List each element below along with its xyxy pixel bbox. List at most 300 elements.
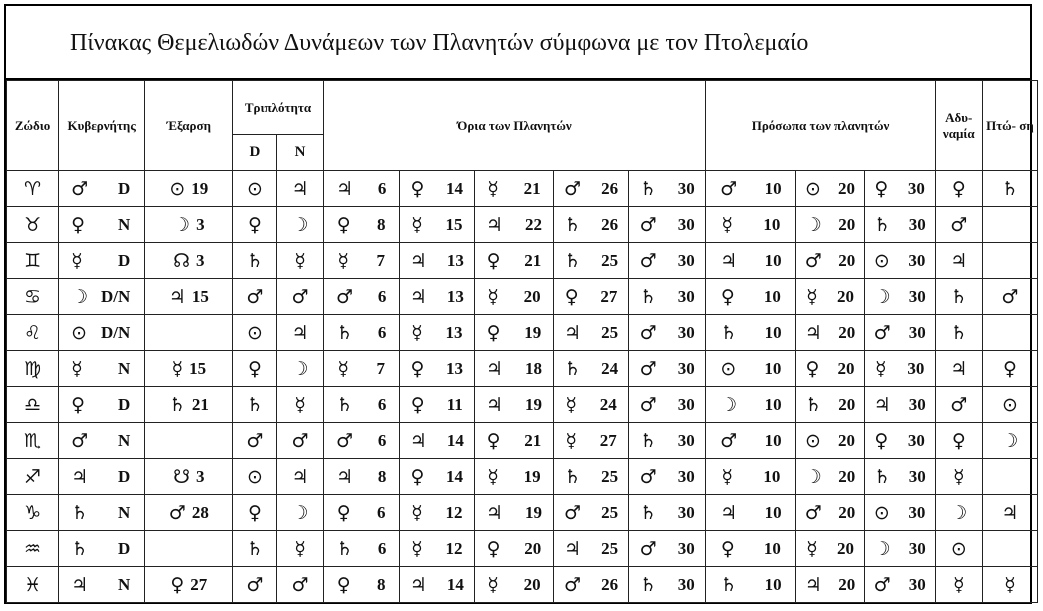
title-bar bbox=[6, 6, 1030, 80]
ruler-planet-icon: ♃ bbox=[71, 573, 89, 596]
fall-planet-icon: ☿ bbox=[1004, 573, 1016, 596]
term-degree: 14 bbox=[446, 466, 464, 486]
term-degree: 19 bbox=[524, 322, 542, 342]
ruler-planet-icon: ☿ bbox=[71, 249, 83, 272]
face-planet-icon: ☽ bbox=[804, 213, 822, 236]
exaltation-planet-icon: ♄ bbox=[168, 393, 186, 416]
header-detriment: Αδυ- ναμία bbox=[935, 81, 982, 171]
term-planet-icon: ♀ bbox=[486, 537, 501, 560]
face-cell bbox=[796, 171, 864, 207]
face-cell bbox=[706, 459, 796, 495]
face-degree: 10 bbox=[764, 358, 782, 378]
triplicity-day-icon: ♀ bbox=[247, 357, 262, 380]
triplicity-night-icon: ♂ bbox=[291, 429, 309, 452]
term-planet-icon: ♂ bbox=[639, 357, 657, 380]
term-degree: 25 bbox=[601, 538, 619, 558]
face-planet-icon: ♄ bbox=[873, 465, 891, 488]
face-degree: 10 bbox=[764, 574, 782, 594]
detriment-cell bbox=[935, 207, 982, 243]
face-degree: 10 bbox=[764, 178, 782, 198]
term-planet-icon: ♃ bbox=[485, 213, 503, 236]
triplicity-night-cell bbox=[277, 279, 323, 315]
face-degree: 20 bbox=[838, 214, 856, 234]
term-degree: 30 bbox=[677, 430, 695, 450]
face-cell bbox=[796, 207, 864, 243]
table-frame bbox=[4, 4, 1032, 604]
face-cell bbox=[864, 567, 935, 603]
detriment-cell bbox=[935, 387, 982, 423]
triplicity-night-icon: ♃ bbox=[291, 321, 309, 344]
term-degree: 30 bbox=[677, 250, 695, 270]
triplicity-night-cell bbox=[277, 243, 323, 279]
header-triplicity: Τριπλότητα bbox=[233, 81, 323, 135]
face-planet-icon: ☽ bbox=[873, 537, 891, 560]
detriment-planet-icon: ♄ bbox=[950, 285, 968, 308]
term-degree: 30 bbox=[677, 466, 695, 486]
face-degree: 30 bbox=[908, 214, 926, 234]
face-cell bbox=[706, 531, 796, 567]
ruler-cell bbox=[59, 243, 145, 279]
table-row bbox=[7, 351, 1038, 387]
table-row bbox=[7, 495, 1038, 531]
term-degree: 13 bbox=[445, 322, 463, 342]
ruler-cell bbox=[59, 351, 145, 387]
ruler-sect: N bbox=[117, 502, 131, 522]
ruler-sect: N bbox=[117, 574, 131, 594]
triplicity-night-icon: ♃ bbox=[291, 177, 309, 200]
fall-cell bbox=[982, 567, 1037, 603]
face-planet-icon: ⊙ bbox=[873, 249, 890, 272]
face-degree: 30 bbox=[908, 322, 926, 342]
face-degree: 10 bbox=[764, 430, 782, 450]
ruler-cell bbox=[59, 531, 145, 567]
term-degree: 6 bbox=[377, 178, 387, 198]
detriment-cell bbox=[935, 243, 982, 279]
face-degree: 20 bbox=[838, 430, 856, 450]
detriment-cell bbox=[935, 423, 982, 459]
sign-symbol-icon: ♉ bbox=[24, 213, 42, 236]
term-cell bbox=[399, 351, 474, 387]
term-degree: 6 bbox=[377, 538, 387, 558]
face-cell bbox=[864, 531, 935, 567]
term-degree: 8 bbox=[377, 214, 386, 234]
triplicity-night-icon: ♃ bbox=[291, 465, 309, 488]
term-planet-icon: ☿ bbox=[411, 501, 423, 524]
sign-symbol-icon: ♎ bbox=[24, 393, 42, 416]
face-planet-icon: ♀ bbox=[720, 537, 735, 560]
triplicity-night-icon: ☿ bbox=[294, 249, 306, 272]
term-degree: 26 bbox=[601, 178, 619, 198]
ruler-planet-icon: ♀ bbox=[71, 393, 86, 416]
face-planet-icon: ☽ bbox=[720, 393, 738, 416]
term-degree: 14 bbox=[446, 178, 464, 198]
header-triplicity-day: D bbox=[233, 135, 277, 171]
sign-symbol-icon: ♋ bbox=[24, 285, 42, 308]
term-cell bbox=[399, 315, 474, 351]
table-row bbox=[7, 207, 1038, 243]
face-degree: 20 bbox=[838, 394, 856, 414]
detriment-planet-icon: ♃ bbox=[950, 249, 968, 272]
term-cell bbox=[323, 495, 399, 531]
term-cell bbox=[474, 207, 553, 243]
term-planet-icon: ♃ bbox=[335, 465, 354, 488]
detriment-cell bbox=[935, 279, 982, 315]
triplicity-day-icon: ⊙ bbox=[246, 321, 263, 344]
header-faces: Πρόσωπα των πλανητών bbox=[706, 81, 935, 171]
sign-cell bbox=[7, 423, 59, 459]
face-cell bbox=[796, 351, 864, 387]
term-planet-icon: ♃ bbox=[409, 249, 427, 272]
exaltation-planet-icon: ☽ bbox=[173, 213, 191, 236]
exaltation-planet-icon: ⊙ bbox=[169, 177, 186, 200]
exaltation-cell bbox=[145, 531, 233, 567]
detriment-cell bbox=[935, 171, 982, 207]
face-planet-icon: ♃ bbox=[720, 501, 738, 524]
triplicity-day-cell bbox=[233, 315, 277, 351]
term-planet-icon: ♂ bbox=[639, 393, 657, 416]
sign-symbol-icon: ♏ bbox=[24, 429, 42, 452]
face-cell bbox=[796, 531, 864, 567]
ruler-sect: D bbox=[117, 538, 131, 558]
term-planet-icon: ☿ bbox=[337, 357, 349, 380]
face-cell bbox=[796, 243, 864, 279]
term-planet-icon: ♃ bbox=[485, 357, 503, 380]
term-degree: 18 bbox=[524, 358, 542, 378]
face-cell bbox=[864, 207, 935, 243]
term-degree: 14 bbox=[446, 430, 464, 450]
sign-symbol-icon: ♊ bbox=[24, 249, 42, 272]
face-planet-icon: ♂ bbox=[720, 429, 738, 452]
term-cell bbox=[629, 459, 706, 495]
face-degree: 10 bbox=[764, 502, 782, 522]
face-degree: 20 bbox=[838, 574, 856, 594]
term-planet-icon: ♀ bbox=[336, 213, 351, 236]
face-cell bbox=[796, 315, 864, 351]
term-cell bbox=[323, 243, 399, 279]
sign-symbol-icon: ♒ bbox=[24, 537, 42, 560]
header-fall: Πτώ- ση bbox=[982, 81, 1037, 171]
ruler-sect: N bbox=[117, 430, 131, 450]
ruler-planet-icon: ☿ bbox=[71, 357, 83, 380]
term-cell bbox=[554, 171, 629, 207]
detriment-planet-icon: ☿ bbox=[952, 573, 965, 596]
term-degree: 19 bbox=[524, 394, 542, 414]
fall-cell bbox=[982, 531, 1037, 567]
table-row bbox=[7, 279, 1038, 315]
face-cell bbox=[706, 315, 796, 351]
term-degree: 13 bbox=[446, 358, 464, 378]
exaltation-cell bbox=[145, 315, 233, 351]
sign-cell bbox=[7, 351, 59, 387]
detriment-planet-icon: ☿ bbox=[952, 465, 965, 488]
face-degree: 30 bbox=[907, 430, 925, 450]
fall-planet-icon: ♂ bbox=[1001, 285, 1019, 308]
term-planet-icon: ☿ bbox=[487, 177, 499, 200]
face-cell bbox=[864, 351, 935, 387]
triplicity-day-cell bbox=[233, 423, 277, 459]
sign-symbol-icon: ♐ bbox=[24, 465, 42, 488]
header-sign: Ζώδιο bbox=[7, 81, 59, 171]
ruler-planet-icon: ☽ bbox=[71, 285, 89, 308]
fall-planet-icon: ♃ bbox=[1001, 501, 1019, 524]
header-exaltation: Έξαρση bbox=[145, 81, 233, 171]
face-planet-icon: ♃ bbox=[720, 249, 738, 272]
term-planet-icon: ☿ bbox=[565, 393, 578, 416]
term-cell bbox=[554, 459, 629, 495]
exaltation-cell bbox=[145, 243, 233, 279]
exaltation-planet-icon: ☋ bbox=[173, 465, 191, 488]
exaltation-cell bbox=[145, 171, 233, 207]
term-planet-icon: ♃ bbox=[409, 573, 427, 596]
term-degree: 30 bbox=[677, 358, 695, 378]
face-cell bbox=[706, 387, 796, 423]
triplicity-night-icon: ♂ bbox=[291, 573, 309, 596]
triplicity-night-cell bbox=[277, 315, 323, 351]
table-row bbox=[7, 171, 1038, 207]
term-cell bbox=[323, 423, 399, 459]
triplicity-day-icon: ⊙ bbox=[246, 465, 263, 488]
term-degree: 30 bbox=[677, 214, 695, 234]
term-cell bbox=[474, 495, 553, 531]
fall-planet-icon: ♄ bbox=[1001, 177, 1019, 200]
term-degree: 24 bbox=[599, 394, 617, 414]
face-cell bbox=[864, 495, 935, 531]
face-cell bbox=[864, 279, 935, 315]
face-planet-icon: ♂ bbox=[804, 501, 822, 524]
sign-cell bbox=[7, 495, 59, 531]
sign-cell bbox=[7, 567, 59, 603]
table-row bbox=[7, 459, 1038, 495]
exaltation-cell bbox=[145, 351, 233, 387]
face-cell bbox=[864, 171, 935, 207]
face-cell bbox=[796, 459, 864, 495]
term-cell bbox=[399, 207, 474, 243]
term-degree: 6 bbox=[377, 502, 386, 522]
ruler-sect: D bbox=[117, 250, 131, 270]
term-planet-icon: ♀ bbox=[486, 249, 501, 272]
detriment-cell bbox=[935, 351, 982, 387]
ruler-cell bbox=[59, 387, 145, 423]
header-ruler: Κυβερνήτης bbox=[59, 81, 145, 171]
face-degree: 30 bbox=[908, 502, 926, 522]
face-degree: 30 bbox=[908, 394, 926, 414]
face-planet-icon: ☿ bbox=[806, 537, 818, 560]
face-planet-icon: ♃ bbox=[873, 393, 891, 416]
triplicity-night-icon: ☽ bbox=[291, 357, 309, 380]
term-cell bbox=[554, 351, 629, 387]
ruler-cell bbox=[59, 315, 145, 351]
ruler-sect: D bbox=[117, 178, 131, 198]
face-degree: 20 bbox=[838, 466, 856, 486]
term-planet-icon: ♂ bbox=[564, 573, 582, 596]
fall-planet-icon: ⊙ bbox=[1001, 393, 1018, 416]
term-planet-icon: ♃ bbox=[335, 177, 354, 200]
exaltation-cell bbox=[145, 387, 233, 423]
sign-symbol-icon: ♌ bbox=[24, 321, 42, 344]
face-cell bbox=[706, 351, 796, 387]
fall-cell bbox=[982, 315, 1037, 351]
sign-cell bbox=[7, 459, 59, 495]
face-planet-icon: ⊙ bbox=[873, 501, 890, 524]
term-degree: 6 bbox=[377, 394, 387, 414]
term-cell bbox=[399, 531, 474, 567]
term-degree: 7 bbox=[376, 358, 385, 378]
exaltation-degree: 27 bbox=[190, 574, 208, 594]
term-cell bbox=[399, 387, 474, 423]
term-planet-icon: ♂ bbox=[639, 249, 657, 272]
term-cell bbox=[629, 495, 706, 531]
face-cell bbox=[796, 567, 864, 603]
face-planet-icon: ♂ bbox=[873, 573, 891, 596]
face-cell bbox=[864, 459, 935, 495]
triplicity-day-icon: ♄ bbox=[246, 393, 264, 416]
term-planet-icon: ♀ bbox=[486, 429, 501, 452]
term-degree: 30 bbox=[677, 178, 695, 198]
term-planet-icon: ☿ bbox=[411, 213, 423, 236]
term-planet-icon: ♃ bbox=[485, 393, 503, 416]
face-planet-icon: ⊙ bbox=[805, 429, 821, 452]
term-planet-icon: ♄ bbox=[335, 393, 354, 416]
fall-cell bbox=[982, 171, 1037, 207]
exaltation-cell bbox=[145, 567, 233, 603]
triplicity-day-cell bbox=[233, 351, 277, 387]
term-degree: 25 bbox=[601, 250, 619, 270]
triplicity-day-icon: ♄ bbox=[246, 537, 264, 560]
fall-cell bbox=[982, 351, 1037, 387]
ruler-planet-icon: ♃ bbox=[71, 465, 89, 488]
term-degree: 12 bbox=[445, 502, 463, 522]
ruler-sect: N bbox=[117, 358, 131, 378]
term-cell bbox=[554, 567, 629, 603]
exaltation-cell bbox=[145, 423, 233, 459]
exaltation-cell bbox=[145, 279, 233, 315]
term-cell bbox=[323, 387, 399, 423]
face-degree: 20 bbox=[838, 502, 856, 522]
face-degree: 20 bbox=[838, 322, 856, 342]
term-cell bbox=[323, 207, 399, 243]
term-planet-icon: ♃ bbox=[409, 429, 427, 452]
term-planet-icon: ♀ bbox=[410, 177, 425, 200]
exaltation-planet-icon: ☿ bbox=[171, 357, 184, 380]
exaltation-degree: 3 bbox=[196, 250, 205, 270]
fall-cell bbox=[982, 423, 1037, 459]
fall-cell bbox=[982, 387, 1037, 423]
face-planet-icon: ♄ bbox=[720, 573, 738, 596]
triplicity-night-cell bbox=[277, 567, 323, 603]
triplicity-night-icon: ☿ bbox=[294, 537, 306, 560]
term-degree: 25 bbox=[601, 502, 619, 522]
sign-cell bbox=[7, 531, 59, 567]
ruler-cell bbox=[59, 495, 145, 531]
table-row bbox=[7, 315, 1038, 351]
face-planet-icon: ☽ bbox=[873, 285, 891, 308]
face-planet-icon: ☿ bbox=[874, 357, 887, 380]
term-cell bbox=[554, 279, 629, 315]
term-cell bbox=[323, 567, 399, 603]
term-cell bbox=[554, 207, 629, 243]
term-planet-icon: ♃ bbox=[564, 321, 582, 344]
face-cell bbox=[706, 243, 796, 279]
face-degree: 30 bbox=[908, 538, 926, 558]
ruler-planet-icon: ⊙ bbox=[71, 321, 88, 344]
sign-cell bbox=[7, 207, 59, 243]
face-degree: 10 bbox=[763, 538, 781, 558]
term-cell bbox=[323, 459, 399, 495]
term-cell bbox=[399, 279, 474, 315]
term-cell bbox=[554, 531, 629, 567]
ruler-cell bbox=[59, 279, 145, 315]
face-planet-icon: ♀ bbox=[874, 177, 889, 200]
face-degree: 20 bbox=[836, 538, 854, 558]
triplicity-night-cell bbox=[277, 171, 323, 207]
term-degree: 6 bbox=[377, 322, 387, 342]
term-degree: 7 bbox=[376, 250, 385, 270]
face-planet-icon: ♄ bbox=[804, 393, 822, 416]
ruler-cell bbox=[59, 423, 145, 459]
term-cell bbox=[554, 315, 629, 351]
triplicity-night-cell bbox=[277, 207, 323, 243]
ruler-planet-icon: ♂ bbox=[71, 429, 89, 452]
term-cell bbox=[629, 315, 706, 351]
term-planet-icon: ☿ bbox=[565, 429, 578, 452]
sign-cell bbox=[7, 279, 59, 315]
term-cell bbox=[323, 531, 399, 567]
face-planet-icon: ♀ bbox=[805, 357, 820, 380]
term-degree: 20 bbox=[523, 286, 541, 306]
term-cell bbox=[629, 279, 706, 315]
sign-cell bbox=[7, 243, 59, 279]
term-degree: 8 bbox=[377, 466, 387, 486]
face-degree: 20 bbox=[838, 250, 856, 270]
term-cell bbox=[323, 351, 399, 387]
term-cell bbox=[399, 423, 474, 459]
face-cell bbox=[706, 171, 796, 207]
exaltation-degree: 3 bbox=[196, 214, 205, 234]
face-cell bbox=[706, 495, 796, 531]
term-planet-icon: ♀ bbox=[486, 321, 501, 344]
sign-cell bbox=[7, 315, 59, 351]
term-degree: 25 bbox=[601, 322, 619, 342]
exaltation-degree: 15 bbox=[191, 286, 209, 306]
term-planet-icon: ♂ bbox=[639, 537, 657, 560]
term-planet-icon: ☿ bbox=[487, 465, 499, 488]
detriment-planet-icon: ♄ bbox=[950, 321, 968, 344]
table-row bbox=[7, 423, 1038, 459]
face-planet-icon: ♃ bbox=[804, 573, 822, 596]
term-planet-icon: ♄ bbox=[564, 213, 582, 236]
term-planet-icon: ♄ bbox=[639, 285, 657, 308]
term-planet-icon: ♄ bbox=[564, 249, 582, 272]
term-cell bbox=[474, 351, 553, 387]
triplicity-day-cell bbox=[233, 387, 277, 423]
term-degree: 19 bbox=[524, 502, 542, 522]
term-planet-icon: ♂ bbox=[335, 429, 354, 452]
fall-cell bbox=[982, 459, 1037, 495]
triplicity-night-icon: ☿ bbox=[294, 393, 306, 416]
face-cell bbox=[864, 315, 935, 351]
term-degree: 30 bbox=[677, 538, 695, 558]
face-degree: 10 bbox=[763, 214, 781, 234]
exaltation-planet-icon: ♀ bbox=[170, 573, 185, 596]
term-planet-icon: ♄ bbox=[639, 501, 657, 524]
exaltation-cell bbox=[145, 495, 233, 531]
triplicity-night-cell bbox=[277, 423, 323, 459]
term-planet-icon: ♂ bbox=[335, 285, 354, 308]
face-cell bbox=[796, 495, 864, 531]
face-planet-icon: ♂ bbox=[720, 177, 738, 200]
detriment-planet-icon: ☽ bbox=[950, 501, 968, 524]
term-planet-icon: ♃ bbox=[485, 501, 503, 524]
